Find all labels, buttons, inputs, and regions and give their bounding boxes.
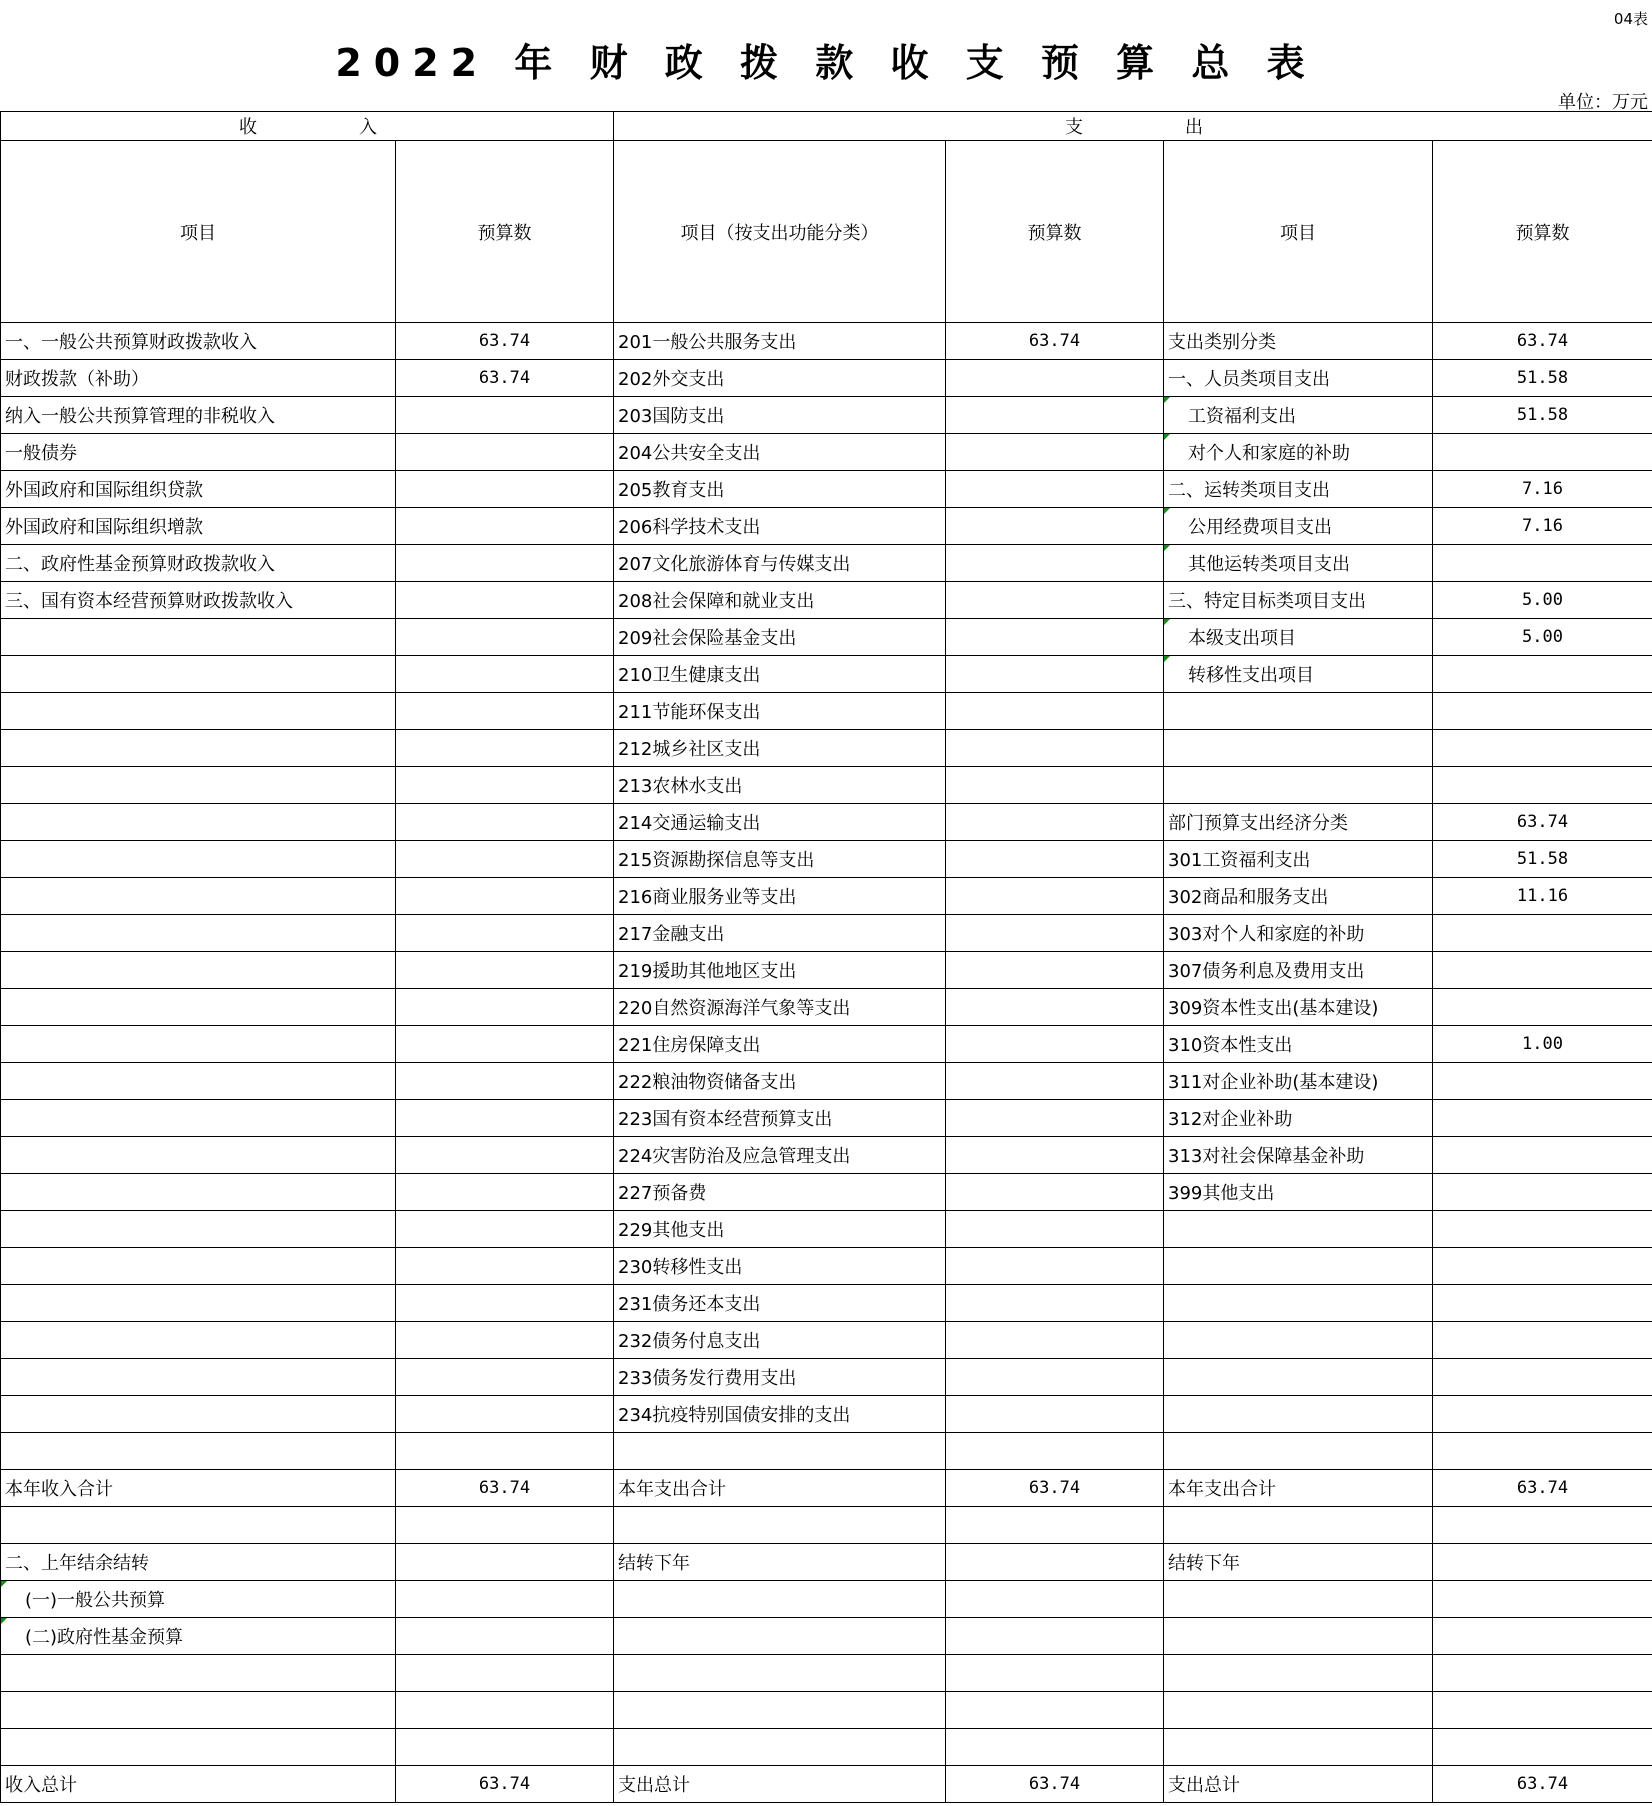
category-amount-cell [1433,1692,1652,1729]
category-amount-cell [1433,1581,1652,1618]
income-item-cell [1,1655,396,1692]
income-amount-cell [396,434,614,471]
function-item-cell: 213农林水支出 [614,767,946,804]
income-amount-cell [396,1248,614,1285]
income-item-cell: 三、国有资本经营预算财政拨款收入 [1,582,396,619]
category-item-cell: 支出类别分类 [1164,323,1433,360]
category-item-cell [1164,730,1433,767]
function-amount-cell [946,841,1164,878]
category-amount-cell: 51.58 [1433,360,1652,397]
function-amount-cell [946,1322,1164,1359]
function-item-cell [614,1507,946,1544]
category-amount-cell [1433,1248,1652,1285]
table-row [1,1248,1652,1285]
category-amount-cell: 63.74 [1433,1766,1652,1803]
function-amount-cell [946,1174,1164,1211]
income-amount-cell [396,1618,614,1655]
category-amount-cell: 5.00 [1433,582,1652,619]
budget-table [0,111,1652,1803]
table-row [1,397,1652,434]
category-amount-cell [1433,1618,1652,1655]
function-amount-cell [946,989,1164,1026]
function-item-cell: 支出总计 [614,1766,946,1803]
table-row [1,360,1652,397]
function-amount-cell [946,397,1164,434]
table-row [1,952,1652,989]
table-row [1,1655,1652,1692]
income-item-cell: 二、上年结余结转 [1,1544,396,1581]
category-item-cell [1164,1433,1433,1470]
category-item-cell: 二、运转类项目支出 [1164,471,1433,508]
table-row [1,434,1652,471]
category-item-cell [1164,1248,1433,1285]
income-item-cell [1,656,396,693]
income-item-cell [1,693,396,730]
section-header-row [1,112,1652,141]
category-item-cell: 309资本性支出(基本建设) [1164,989,1433,1026]
function-item-cell: 220自然资源海洋气象等支出 [614,989,946,1026]
category-amount-cell [1433,1507,1652,1544]
function-item-cell: 231债务还本支出 [614,1285,946,1322]
function-item-cell [614,1692,946,1729]
function-item-cell: 208社会保障和就业支出 [614,582,946,619]
function-item-cell: 221住房保障支出 [614,1026,946,1063]
income-amount-cell [396,1063,614,1100]
function-item-cell: 234抗疫特别国债安排的支出 [614,1396,946,1433]
category-item-cell: 307债务利息及费用支出 [1164,952,1433,989]
category-item-cell: 工资福利支出 [1164,397,1433,434]
function-amount-cell [946,1396,1164,1433]
category-amount-cell: 63.74 [1433,323,1652,360]
category-amount-cell [1433,767,1652,804]
table-row [1,1322,1652,1359]
function-amount-cell [946,1248,1164,1285]
function-item-cell: 205教育支出 [614,471,946,508]
income-amount-cell [396,1655,614,1692]
function-item-cell: 210卫生健康支出 [614,656,946,693]
function-item-cell: 本年支出合计 [614,1470,946,1507]
income-amount-cell [396,878,614,915]
function-item-cell: 215资源勘探信息等支出 [614,841,946,878]
function-amount-cell [946,656,1164,693]
income-amount-cell: 63.74 [396,323,614,360]
category-amount-cell [1433,730,1652,767]
function-amount-cell [946,1507,1164,1544]
function-item-cell: 211节能环保支出 [614,693,946,730]
category-amount-cell: 11.16 [1433,878,1652,915]
function-amount-cell [946,619,1164,656]
table-row [1,508,1652,545]
income-amount-cell [396,508,614,545]
income-amount-cell [396,804,614,841]
category-amount-cell [1433,1137,1652,1174]
function-amount-cell [946,1692,1164,1729]
table-row [1,656,1652,693]
category-item-cell [1164,1322,1433,1359]
category-item-cell: 311对企业补助(基本建设) [1164,1063,1433,1100]
function-item-cell: 219援助其他地区支出 [614,952,946,989]
income-item-cell [1,767,396,804]
category-amount-cell [1433,545,1652,582]
function-item-cell: 227预备费 [614,1174,946,1211]
category-item-cell: 一、人员类项目支出 [1164,360,1433,397]
income-item-cell [1,1729,396,1766]
function-amount-cell [946,1544,1164,1581]
function-amount-cell [946,1618,1164,1655]
income-item-cell [1,1248,396,1285]
income-amount-cell [396,1026,614,1063]
table-row [1,619,1652,656]
income-amount-cell [396,1433,614,1470]
category-amount-cell [1433,1729,1652,1766]
function-item-cell: 结转下年 [614,1544,946,1581]
income-item-cell [1,915,396,952]
table-row [1,1470,1652,1507]
category-item-cell: 结转下年 [1164,1544,1433,1581]
table-row [1,1396,1652,1433]
table-row [1,1433,1652,1470]
category-amount-cell: 63.74 [1433,804,1652,841]
function-amount-cell [946,1433,1164,1470]
function-item-cell: 224灾害防治及应急管理支出 [614,1137,946,1174]
category-item-cell: 部门预算支出经济分类 [1164,804,1433,841]
income-amount-cell [396,1322,614,1359]
income-amount-cell: 63.74 [396,360,614,397]
income-item-cell [1,989,396,1026]
category-amount-cell: 1.00 [1433,1026,1652,1063]
income-amount-cell [396,1137,614,1174]
function-item-cell: 207文化旅游体育与传媒支出 [614,545,946,582]
category-item-cell: 399其他支出 [1164,1174,1433,1211]
income-amount-cell [396,693,614,730]
income-amount-cell [396,582,614,619]
category-item-cell [1164,1655,1433,1692]
function-item-cell: 206科学技术支出 [614,508,946,545]
table-row [1,1507,1652,1544]
function-amount-cell [946,693,1164,730]
income-amount-cell [396,1544,614,1581]
category-item-cell: 公用经费项目支出 [1164,508,1433,545]
category-item-cell: 支出总计 [1164,1766,1433,1803]
function-amount-cell [946,545,1164,582]
income-item-cell: 一、一般公共预算财政拨款收入 [1,323,396,360]
function-amount-cell [946,1100,1164,1137]
expense-section-header: 支 出 [614,112,1652,141]
income-amount-cell [396,1174,614,1211]
category-item-cell: 本年支出合计 [1164,1470,1433,1507]
income-amount-cell [396,656,614,693]
income-item-cell: 外国政府和国际组织贷款 [1,471,396,508]
category-item-cell [1164,1581,1433,1618]
function-amount-cell [946,1063,1164,1100]
category-item-cell [1164,1211,1433,1248]
income-item-cell: 二、政府性基金预算财政拨款收入 [1,545,396,582]
category-item-cell: 303对个人和家庭的补助 [1164,915,1433,952]
table-row [1,1544,1652,1581]
income-item-cell [1,1211,396,1248]
table-row [1,1766,1652,1803]
table-row [1,1211,1652,1248]
function-amount-cell [946,360,1164,397]
category-item-cell [1164,767,1433,804]
table-row [1,1285,1652,1322]
budget-table-body [1,112,1652,1803]
category-item-cell: 312对企业补助 [1164,1100,1433,1137]
income-amount-cell [396,1507,614,1544]
function-amount-cell [946,1655,1164,1692]
column-header: 预算数 [396,141,614,323]
income-item-cell: 一般债券 [1,434,396,471]
function-amount-cell [946,1581,1164,1618]
category-item-cell [1164,1507,1433,1544]
income-item-cell [1,1507,396,1544]
table-row [1,1174,1652,1211]
category-item-cell [1164,1692,1433,1729]
category-item-cell: 302商品和服务支出 [1164,878,1433,915]
table-row [1,1359,1652,1396]
income-amount-cell [396,989,614,1026]
income-amount-cell [396,915,614,952]
income-item-cell [1,1137,396,1174]
income-amount-cell [396,1359,614,1396]
column-header: 预算数 [946,141,1164,323]
category-amount-cell [1433,1359,1652,1396]
function-item-cell: 233债务发行费用支出 [614,1359,946,1396]
table-row [1,1618,1652,1655]
category-item-cell: 301工资福利支出 [1164,841,1433,878]
income-item-cell: 外国政府和国际组织增款 [1,508,396,545]
income-item-cell: (二)政府性基金预算 [1,1618,396,1655]
income-amount-cell [396,1285,614,1322]
income-item-cell [1,1063,396,1100]
function-amount-cell [946,1285,1164,1322]
category-amount-cell: 63.74 [1433,1470,1652,1507]
function-amount-cell [946,1026,1164,1063]
table-row [1,323,1652,360]
table-row [1,1026,1652,1063]
column-header: 项目（按支出功能分类） [614,141,946,323]
income-item-cell [1,730,396,767]
function-item-cell: 216商业服务业等支出 [614,878,946,915]
category-amount-cell [1433,1285,1652,1322]
table-row [1,841,1652,878]
income-item-cell [1,804,396,841]
income-item-cell [1,841,396,878]
table-row [1,1137,1652,1174]
income-amount-cell [396,1211,614,1248]
column-header-row [1,141,1652,323]
category-item-cell [1164,693,1433,730]
function-item-cell: 202外交支出 [614,360,946,397]
category-item-cell: 本级支出项目 [1164,619,1433,656]
function-item-cell: 222粮油物资储备支出 [614,1063,946,1100]
income-amount-cell: 63.74 [396,1470,614,1507]
income-amount-cell [396,619,614,656]
table-row [1,1063,1652,1100]
function-item-cell: 217金融支出 [614,915,946,952]
table-row [1,1729,1652,1766]
income-amount-cell [396,952,614,989]
category-amount-cell [1433,1063,1652,1100]
category-amount-cell [1433,1655,1652,1692]
function-amount-cell [946,804,1164,841]
function-item-cell: 223国有资本经营预算支出 [614,1100,946,1137]
income-amount-cell [396,545,614,582]
column-header: 项目 [1,141,396,323]
table-row [1,1100,1652,1137]
function-amount-cell [946,1359,1164,1396]
category-amount-cell [1433,656,1652,693]
category-amount-cell [1433,434,1652,471]
category-item-cell: 转移性支出项目 [1164,656,1433,693]
income-amount-cell [396,841,614,878]
income-item-cell: 财政拨款（补助） [1,360,396,397]
category-amount-cell [1433,952,1652,989]
function-amount-cell [946,434,1164,471]
income-amount-cell [396,471,614,508]
category-item-cell [1164,1359,1433,1396]
income-amount-cell [396,1581,614,1618]
category-amount-cell: 5.00 [1433,619,1652,656]
table-row [1,545,1652,582]
table-row [1,989,1652,1026]
category-item-cell: 其他运转类项目支出 [1164,545,1433,582]
table-row [1,1692,1652,1729]
table-row [1,582,1652,619]
function-amount-cell [946,582,1164,619]
function-item-cell: 204公共安全支出 [614,434,946,471]
income-amount-cell [396,1396,614,1433]
category-amount-cell: 7.16 [1433,508,1652,545]
table-row [1,804,1652,841]
function-item-cell: 209社会保险基金支出 [614,619,946,656]
income-item-cell [1,1174,396,1211]
category-amount-cell [1433,1100,1652,1137]
income-item-cell [1,1692,396,1729]
function-amount-cell [946,730,1164,767]
category-amount-cell [1433,1433,1652,1470]
function-amount-cell [946,1137,1164,1174]
category-item-cell: 310资本性支出 [1164,1026,1433,1063]
income-amount-cell [396,1729,614,1766]
category-amount-cell [1433,915,1652,952]
function-item-cell: 212城乡社区支出 [614,730,946,767]
category-amount-cell [1433,1396,1652,1433]
income-item-cell [1,619,396,656]
category-amount-cell [1433,989,1652,1026]
category-amount-cell: 51.58 [1433,397,1652,434]
function-amount-cell [946,952,1164,989]
category-item-cell [1164,1396,1433,1433]
income-amount-cell [396,767,614,804]
column-header: 预算数 [1433,141,1652,323]
category-amount-cell [1433,1544,1652,1581]
income-item-cell: 本年收入合计 [1,1470,396,1507]
income-item-cell [1,1359,396,1396]
page-title: 2022 年 财 政 拨 款 收 支 预 算 总 表 [335,41,1317,85]
category-amount-cell: 7.16 [1433,471,1652,508]
category-item-cell [1164,1618,1433,1655]
category-amount-cell [1433,1322,1652,1359]
income-item-cell: 纳入一般公共预算管理的非税收入 [1,397,396,434]
function-amount-cell [946,471,1164,508]
function-item-cell [614,1581,946,1618]
function-item-cell: 201一般公共服务支出 [614,323,946,360]
function-item-cell: 230转移性支出 [614,1248,946,1285]
income-amount-cell: 63.74 [396,1766,614,1803]
table-row [1,1581,1652,1618]
income-amount-cell [396,730,614,767]
function-item-cell [614,1618,946,1655]
table-row [1,471,1652,508]
table-row [1,730,1652,767]
income-item-cell [1,1322,396,1359]
function-item-cell [614,1655,946,1692]
category-amount-cell: 51.58 [1433,841,1652,878]
category-item-cell: 313对社会保障基金补助 [1164,1137,1433,1174]
function-item-cell: 214交通运输支出 [614,804,946,841]
unit-label: 单位：万元 [1558,92,1648,113]
category-item-cell [1164,1285,1433,1322]
function-amount-cell [946,878,1164,915]
income-item-cell [1,878,396,915]
category-amount-cell [1433,693,1652,730]
function-amount-cell [946,508,1164,545]
income-item-cell [1,1396,396,1433]
table-row [1,693,1652,730]
table-row [1,878,1652,915]
category-item-cell: 三、特定目标类项目支出 [1164,582,1433,619]
category-item-cell: 对个人和家庭的补助 [1164,434,1433,471]
income-amount-cell [396,397,614,434]
function-item-cell: 203国防支出 [614,397,946,434]
function-amount-cell [946,915,1164,952]
income-item-cell [1,1100,396,1137]
table-row [1,767,1652,804]
income-item-cell [1,1026,396,1063]
income-item-cell [1,1433,396,1470]
category-amount-cell [1433,1211,1652,1248]
function-item-cell [614,1433,946,1470]
income-item-cell: 收入总计 [1,1766,396,1803]
income-amount-cell [396,1692,614,1729]
column-header: 项目 [1164,141,1433,323]
table-row [1,915,1652,952]
income-item-cell [1,1285,396,1322]
category-item-cell [1164,1729,1433,1766]
category-amount-cell [1433,1174,1652,1211]
income-item-cell: (一)一般公共预算 [1,1581,396,1618]
function-amount-cell: 63.74 [946,1470,1164,1507]
function-item-cell: 232债务付息支出 [614,1322,946,1359]
function-amount-cell [946,1211,1164,1248]
function-amount-cell [946,767,1164,804]
function-amount-cell [946,1729,1164,1766]
function-amount-cell: 63.74 [946,1766,1164,1803]
function-item-cell: 229其他支出 [614,1211,946,1248]
table-number: 04表 [1613,10,1648,28]
income-section-header: 收 入 [1,112,614,141]
income-amount-cell [396,1100,614,1137]
income-item-cell [1,952,396,989]
function-item-cell [614,1729,946,1766]
function-amount-cell: 63.74 [946,323,1164,360]
